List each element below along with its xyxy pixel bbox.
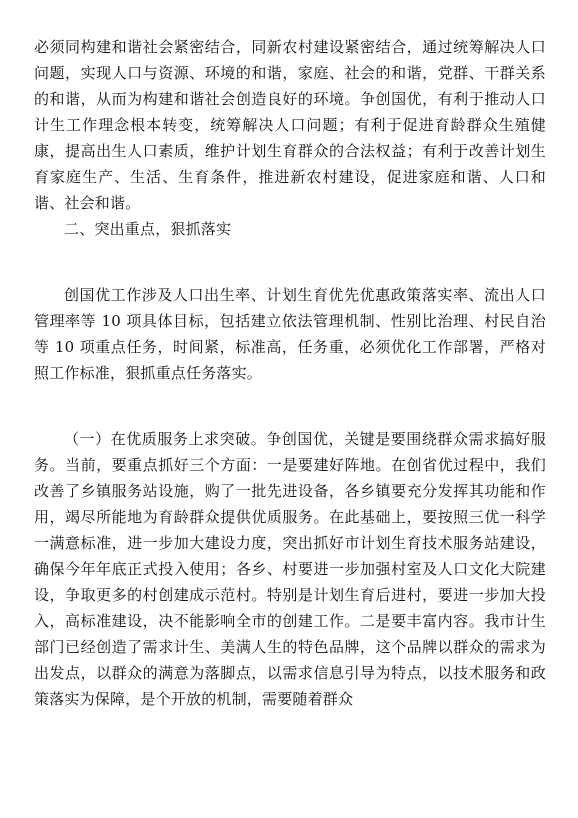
paragraph-harmony: 必须同构建和谐社会紧密结合，同新农村建设紧密结合，通过统筹解决人口问题，实现人口与资源、环境的和谐，家庭、社会的和谐，党群、干群关系的和谐，从而为构建和谐社会创造良好的环境。争创国优，有利于推动人口计生工作理念根本转变，统筹解决人口问题；有利于促进育龄群众生殖健康，提高出生人口素质，维护计划生育群众的合法权益；有利于改善计划生育家庭生产、生活、生育条件，推进新农村建设，促进家庭和谐、人口和谐、社会和谐。 — [34, 38, 546, 212]
paragraph-targets: 创国优工作涉及人口出生率、计划生育优先优惠政策落实率、流出人口管理率等 10 项具体目标，包括建立依法管理机制、性别比治理、村民自治等 10 项重点任务，时间紧，标准高，任务重，必须优化工作部署，严格对照工作标准，狠抓重点任务落实。 — [34, 286, 546, 382]
paragraph-quality-service: （一）在优质服务上求突破。争创国优，关键是要围绕群众需求搞好服务。当前，要重点抓好三个方面：一是要建好阵地。在创省优过程中，我们改善了乡镇服务站设施，购了一批先进设备，各乡镇要充分发挥其功能和作用，竭尽所能地为育龄群众提供优质服务。在此基础上，要按照三优一科学一满意标准，进一步加大建设力度，突出抓好市计划生育技术服务站建设，确保今年年底正式投入使用；各乡、村要进一步加强村室及人口文化大院建设，争取更多的村创建成示范村。特别是计划生育后进村，要进一步加大投入，高标准建设，决不能影响全市的创建工作。二是要丰富内容。我市计生部门已经创造了需求计生、美满人生的特色品牌，这个品牌以群众的需求为出发点，以群众的满意为落脚点，以需求信息引导为特点，以技术服务和政策落实为保障，是个开放的机制，需要随着群众 — [34, 430, 546, 708]
section-heading-2: 二、突出重点，狠抓落实 — [64, 220, 232, 238]
